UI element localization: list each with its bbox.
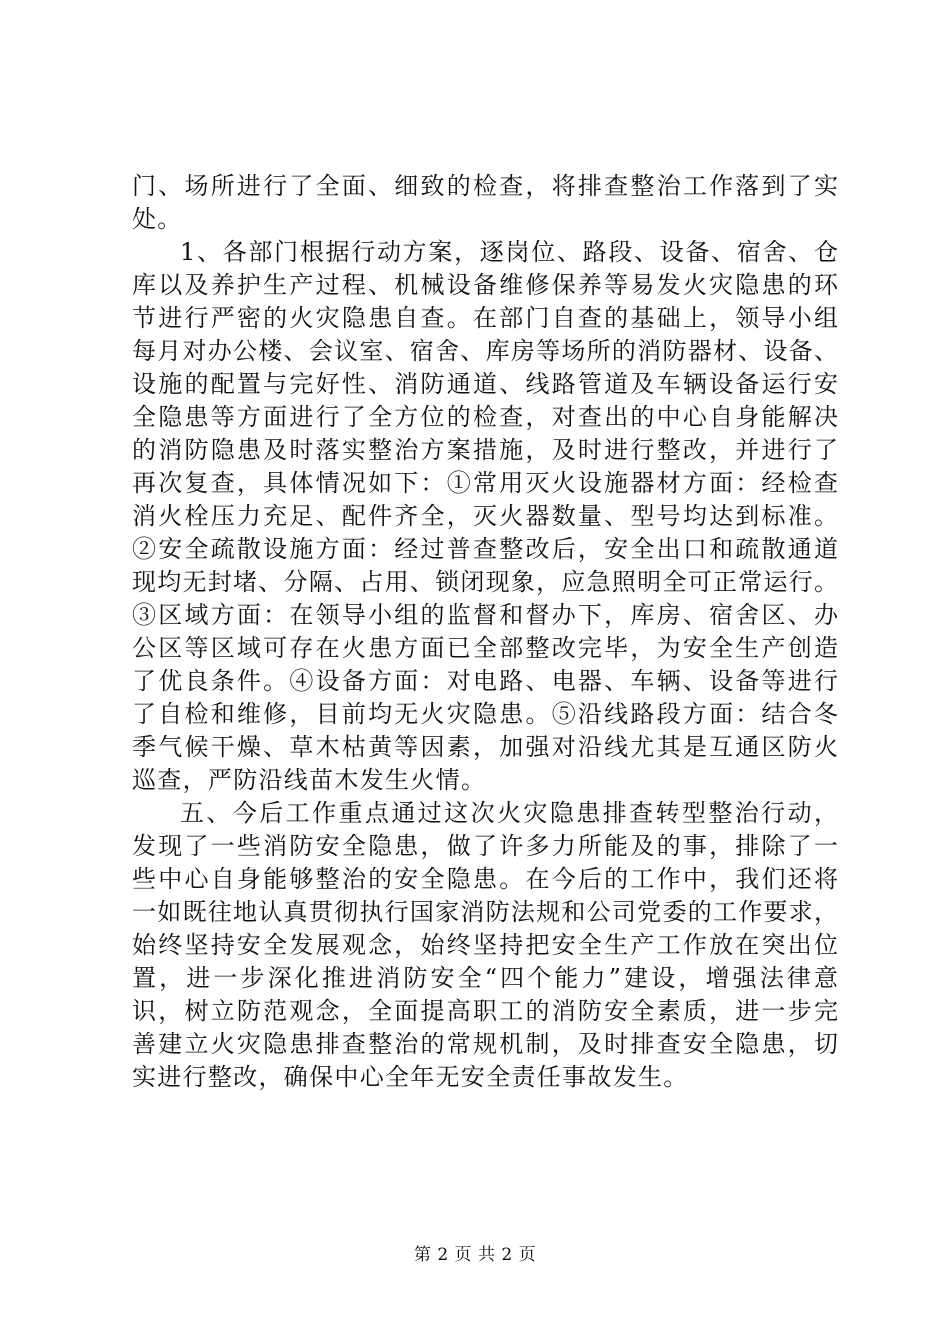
text-line: ②安全疏散设施方面：经过普查整改后，安全出口和疏散通道: [132, 535, 838, 563]
paragraph-self-inspection: [132, 236, 838, 797]
text-line: 善建立火灾隐患排查整治的常规机制，及时排查安全隐患，切: [132, 1030, 838, 1058]
text-line: 了优良条件。④设备方面：对电路、电器、车辆、设备等进行: [132, 667, 838, 695]
text-line: 的消防隐患及时落实整治方案措施，及时进行整改，并进行了: [132, 436, 838, 464]
text-line: 一如既往地认真贯彻执行国家消防法规和公司党委的工作要求，: [132, 898, 838, 926]
text-line: 始终坚持安全发展观念，始终坚持把安全生产工作放在突出位: [132, 931, 838, 959]
text-line: 置，进一步深化推进消防安全“四个能力”建设，增强法律意: [132, 964, 838, 992]
text-line: 发现了一些消防安全隐患，做了许多力所能及的事，排除了一: [132, 832, 838, 860]
text-line: 季气候干燥、草木枯黄等因素，加强对沿线尤其是互通区防火: [132, 733, 838, 761]
text-line: 现均无封堵、分隔、占用、锁闭现象，应急照明全可正常运行。: [132, 568, 838, 596]
text-line: 门、场所进行了全面、细致的检查，将排查整治工作落到了实: [132, 172, 838, 200]
paragraph-inspection-summary: [132, 170, 838, 236]
text-line: 识，树立防范观念，全面提高职工的消防安全素质，进一步完: [132, 997, 838, 1025]
text-line: 些中心自身能够整治的安全隐患。在今后的工作中，我们还将: [132, 865, 838, 893]
text-line: 每月对办公楼、会议室、宿舍、库房等场所的消防器材、设备、: [132, 337, 838, 365]
text-line: 公区等区域可存在火患方面已全部整改完毕，为安全生产创造: [132, 634, 838, 662]
text-line: 全隐患等方面进行了全方位的检查，对查出的中心自身能解决: [132, 403, 838, 431]
text-line: 了自检和维修，目前均无火灾隐患。⑤沿线路段方面：结合冬: [132, 700, 838, 728]
paragraph-future-work: [132, 797, 838, 1094]
text-line: ③区域方面：在领导小组的监督和督办下，库房、宿舍区、办: [132, 601, 838, 629]
text-line: 再次复查，具体情况如下：①常用灭火设施器材方面：经检查: [132, 469, 838, 497]
text-line: 巡查，严防沿线苗木发生火情。: [132, 766, 487, 794]
text-line: 设施的配置与完好性、消防通道、线路管道及车辆设备运行安: [132, 370, 838, 398]
text-line: 节进行严密的火灾隐患自查。在部门自查的基础上，领导小组: [132, 304, 838, 332]
text-line: 处。: [132, 205, 183, 233]
document-body: [132, 170, 838, 1094]
page-number-footer: 第 2 页 共 2 页: [413, 1245, 537, 1265]
text-line: 实进行整改，确保中心全年无安全责任事故发生。: [132, 1063, 689, 1091]
text-line: 库以及养护生产过程、机械设备维修保养等易发火灾隐患的环: [132, 271, 838, 299]
text-line: 五、今后工作重点通过这次火灾隐患排查转型整治行动，: [180, 799, 838, 827]
text-line: 1、各部门根据行动方案，逐岗位、路段、设备、宿舍、仓: [180, 238, 838, 266]
text-line: 消火栓压力充足、配件齐全，灭火器数量、型号均达到标准。: [132, 502, 838, 530]
